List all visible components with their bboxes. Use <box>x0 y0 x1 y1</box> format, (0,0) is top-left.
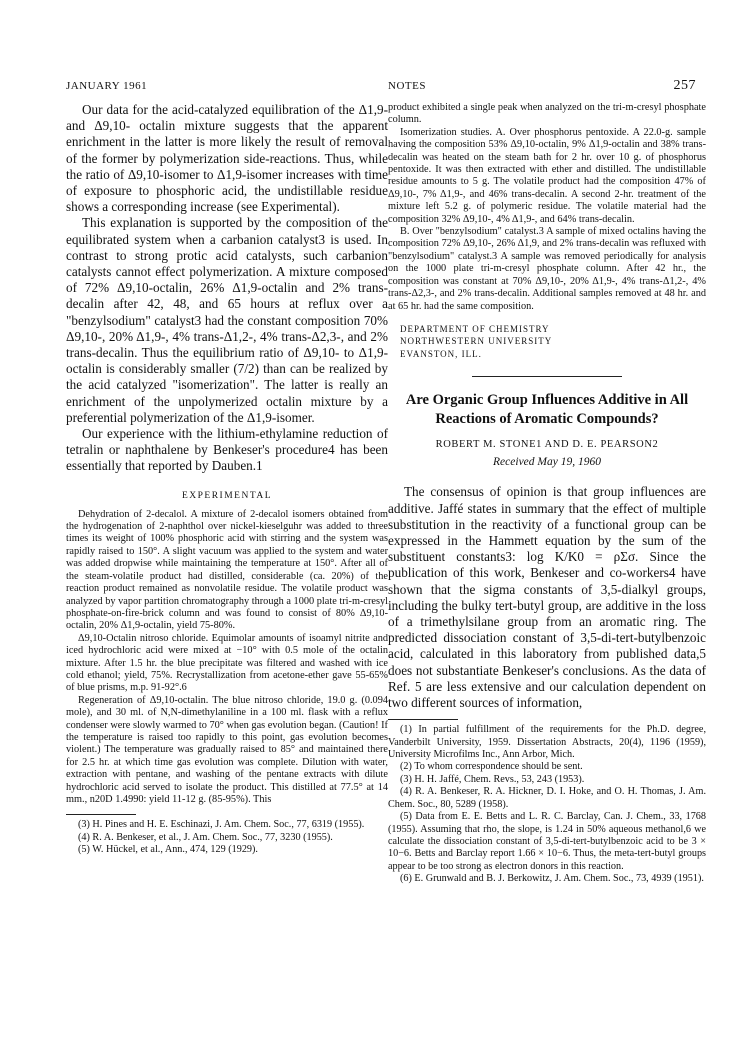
footnote: (4) R. A. Benkeser, R. A. Hickner, D. I. Hoke, and O. H. Thomas, J. Am. Chem. Soc., 80, 5289 (1958). <box>388 786 706 810</box>
footnote-divider <box>66 814 136 815</box>
footnote: (3) H. Pines and H. E. Eschinazi, J. Am. Chem. Soc., 77, 6319 (1955). <box>78 819 365 831</box>
affiliation-line: DEPARTMENT OF CHEMISTRY <box>400 323 550 334</box>
experimental-paragraph: Dehydration of 2-decalol. A mixture of 2-decalol isomers obtained from the hydrogenation of 2-naphthol over nickel-kieselguhr was added to three times its weight of 100% phosphoric acid with stirring and the system was rapidly raised to 150°. A slight vacuum was applied to the system and water was added dropwise while maintaining the temperature at 150°. After all of the steam-volatile product had distilled, considerable (ca. 20%) of the reaction product remained as nonvolatile residue. The volatile product was analyzed by vapor partition chromatography through a 1000 plate tri-m-cresyl phosphate-on-fire-brick column and was found to consist of 80% Δ9,10-octalin, 20% Δ1,9-octalin, yield 75-80%. <box>66 508 388 632</box>
left-column <box>66 102 388 857</box>
footnote: (6) E. Grunwald and B. J. Berkowitz, J. Am. Chem. Soc., 73, 4939 (1951). <box>400 873 704 885</box>
experimental-paragraph: Regeneration of Δ9,10-octalin. The blue nitroso chloride, 19.0 g. (0.094 mole), and 30 ml. of N,N-dimethylaniline in a 100 ml. flask with a reflux condenser were slowly warmed to 70° when gas evolution began. (Caution! If the temperature is raised too rapidly to this point, gas evolution becomes violent.) The temperature was gradually raised to 85° and maintained there for 2.5 hr. at which time gas evolution was complete. Dilution with water, extraction with pentane, and washing of the pentane extracts with dilute hydrochloric acid served to isolate the product. This distilled at 77.5° at 14 mm., n20D 1.4990: yield 11-12 g. (85-95%). This <box>66 694 388 806</box>
body-paragraph: This explanation is supported by the composition of the equilibrated system when a carbanion catalyst3 is used. In contrast to strong protic acid catalysts, such carbanion catalysts cannot effect polymerization. A mixture composed of 72% Δ9,10-octalin, 26% Δ1,9-octalin and 2% trans-decalin after 42, 48, and 65 hours at reflux over a "benzylsodium" catalyst3 had the constant composition 70% Δ9,10-, 20% Δ1,9-, 4% trans-Δ1,2-, 4% trans-Δ2,3-, and 2% trans-decalin. Thus the equilibrium ratio of Δ9,10- to Δ1,9-octalin is considerably smaller (7/2) than can be realized by the acid catalyzed "isomerization". The latter is really an enrichment of the unpolymerized octalin mixture by a preferential polymerization of the Δ1,9-isomer. <box>66 215 388 425</box>
experimental-paragraph: Δ9,10-Octalin nitroso chloride. Equimolar amounts of isoamyl nitrite and iced hydrochloric acid were mixed at −10° with 0.5 mole of the octalin mixture. After 1.5 hr. the blue precipitate was filtered and washed with ice cold ethanol; yield, 75%. Recrystallization from acetone-ether gave 55-65% of blue prisms, m.p. 91-92°.6 <box>66 632 388 694</box>
experimental-heading: EXPERIMENTAL <box>181 490 273 501</box>
article-title: Are Organic Group Influences Additive in All Reactions of Aromatic Compounds? <box>405 392 689 428</box>
footnote-divider <box>388 719 458 720</box>
affiliation-line: NORTHWESTERN UNIVERSITY <box>400 336 553 347</box>
continuation-paragraph: product exhibited a single peak when analyzed on the tri-m-cresyl phosphate column. <box>388 102 706 126</box>
continuation-paragraph: Isomerization studies. A. Over phosphorus pentoxide. A 22.0-g. sample having the composition 53% Δ9,10-octalin, 9% Δ1,9-octalin and 38% trans-decalin was heated on the steam bath for 2 hr. over 10 g. of phosphorus pentoxide. It was then extracted with ether and distilled. The undistillable residue amounts to 5 g. The volatile product had the composition 47% of Δ9,10-, 7% Δ1,9-, and 46% trans-decalin. A second 2-hr. treatment of the mixture left 5.2 g. of polymeric residue. The volatile material had the composition 32% Δ9,10-, 4% Δ1,9-, and 64% trans-decalin. <box>388 126 706 225</box>
right-column <box>388 102 706 886</box>
received-date: Received May 19, 1960 <box>493 456 601 469</box>
footnote: (1) In partial fulfillment of the requirements for the Ph.D. degree, Vanderbilt University, 1959. Dissertation Abstracts, 20(4), 1196 (1959), University Microfilms Inc., Ann Arbor, Mich. <box>388 724 706 761</box>
footnote: (5) Data from E. E. Betts and L. R. C. Barclay, Can. J. Chem., 33, 1768 (1955). Assuming that rho, the slope, is 1.24 in 50% aqueous methanol,6 we calculate the dissociation constant of 3,5-di-tert-butylbenzoic acid to be 3 × 10−6. Betts and Barclay report 1.66 × 10−6. Thus, the meta-tert-butyl groups appear to be too strong as electron donors in this reaction. <box>388 811 706 872</box>
affiliation-line: EVANSTON, ILL. <box>400 348 482 359</box>
footnote: (5) W. Hückel, et al., Ann., 474, 129 (1929). <box>78 844 258 856</box>
continuation-paragraph: B. Over "benzylsodium" catalyst.3 A sample of mixed octalins having the composition 72% Δ9,10-, 26% Δ1,9, and 2% trans-decalin was refluxed with "benzylsodium" catalyst.3 A sample was removed periodically for analysis on the 1000 plate tri-m-cresyl phosphate column. After 42 hr., the composition was constant at 70% Δ9,10-, 20% Δ1,9-, 4% trans-Δ1,2-, 4% trans-Δ2,3-, and 2% trans-decalin. Additional samples removed at 48 hr. and at 65 hr. had the same composition. <box>388 226 706 312</box>
running-header-section: NOTES <box>388 80 426 92</box>
body-paragraph: Our experience with the lithium-ethylamine reduction of tetralin or naphthalene by Benkeser's procedure4 has been essentially that reported by Dauben.1 <box>66 426 388 474</box>
footnote: (3) H. H. Jaffé, Chem. Revs., 53, 243 (1953). <box>400 773 585 785</box>
running-header-date: JANUARY 1961 <box>66 80 148 92</box>
article-body: The consensus of opinion is that group influences are additive. Jaffé states in summary that the effect of multiple substitution in the reactivity of a functional group can be expressed in the Hammett equation by the sum of the substituent constants3: log K/K0 = ρΣσ. Since the publication of this work, Benkeser and co-workers4 have shown that the sigma constants of 3,5-dialkyl groups, including the bulky tert-butyl group, are additive in the loss of a trimethylsilane group from an aromatic ring. The predicted dissociation constant of 3,5-di-tert-butylbenzoic acid, calculated in this laboratory from published data,5 does not substantiate Benkeser's conclusions. As the data of Ref. 5 are less extensive and our calculation dependent on two different sources of information, <box>388 484 706 711</box>
article-authors: ROBERT M. STONE1 AND D. E. PEARSON2 <box>435 439 659 451</box>
affiliation <box>400 323 706 361</box>
body-paragraph: Our data for the acid-catalyzed equilibration of the Δ1,9- and Δ9,10- octalin mixture suggests that the apparent enrichment in the latter is more likely the result of removal of the former by polymerization side-reactions. Thus, while the ratio of Δ9,10-isomer to Δ1,9-isomer increases with time of exposure to phosphoric acid, the undistillable residue shows a corresponding increase (see Experimental). <box>66 102 388 215</box>
footnote: (2) To whom correspondence should be sent. <box>400 761 583 773</box>
footnote: (4) R. A. Benkeser, et al., J. Am. Chem. Soc., 77, 3230 (1955). <box>78 831 333 843</box>
page-number: 257 <box>673 78 696 93</box>
article-divider <box>472 376 622 377</box>
